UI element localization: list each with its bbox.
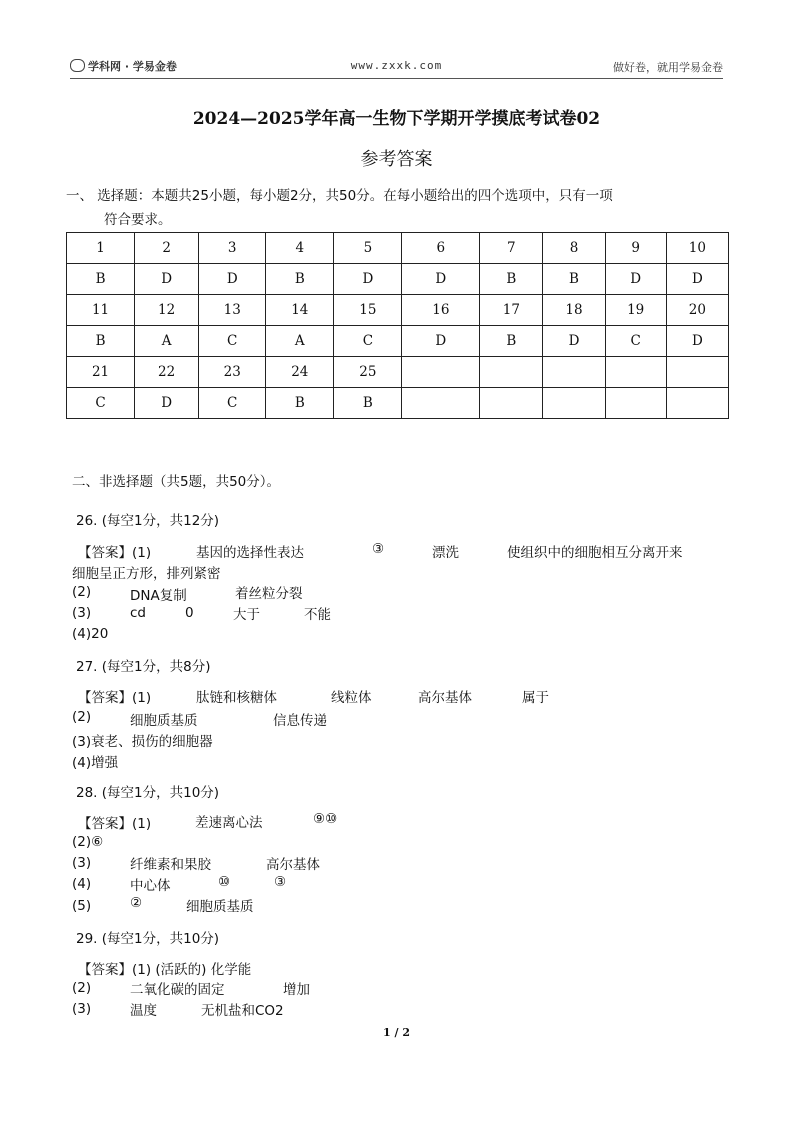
answer-cell: D bbox=[543, 326, 605, 357]
q26-answer-tag: 【答案】(1) bbox=[78, 545, 152, 561]
q29-answer-2b: 增加 bbox=[283, 982, 310, 998]
question-number-cell: 25 bbox=[334, 357, 402, 388]
question-number-cell: 21 bbox=[67, 357, 135, 388]
answer-cell: D bbox=[334, 264, 402, 295]
q28-answer-2: (2)⑥ bbox=[72, 834, 104, 850]
q28-answer-1a: 差速离心法 bbox=[195, 815, 263, 831]
q26-answer-1b: ③ bbox=[372, 541, 385, 557]
answer-cell: B bbox=[480, 264, 543, 295]
question-number-cell: 22 bbox=[135, 357, 199, 388]
q29-answer-2-num: (2) bbox=[72, 980, 92, 996]
q26-answer-1-continued: 细胞呈正方形，排列紧密 bbox=[72, 566, 221, 582]
q27-heading: 27. (每空1分，共8分) bbox=[76, 659, 211, 675]
q26-answer-3b: 0 bbox=[185, 605, 194, 621]
answer-cell: D bbox=[402, 264, 480, 295]
answer-cell: B bbox=[543, 264, 605, 295]
answer-table-row bbox=[67, 388, 729, 419]
question-number-cell: 7 bbox=[480, 233, 543, 264]
question-number-cell: 1 bbox=[67, 233, 135, 264]
q29-answer-3a: 温度 bbox=[130, 1003, 157, 1019]
question-number-cell bbox=[666, 357, 728, 388]
q26-answer-1c: 漂洗 bbox=[432, 545, 459, 561]
question-number-cell: 4 bbox=[266, 233, 334, 264]
q26-answer-2-num: (2) bbox=[72, 584, 92, 600]
q27-answer-tag: 【答案】(1) bbox=[78, 690, 152, 706]
question-number-cell: 19 bbox=[605, 295, 666, 326]
answer-cell: A bbox=[266, 326, 334, 357]
question-number-cell: 8 bbox=[543, 233, 605, 264]
q28-answer-4c: ③ bbox=[274, 874, 287, 890]
q28-answer-5a: ② bbox=[130, 895, 143, 911]
q27-answer-1c: 高尔基体 bbox=[418, 690, 472, 706]
answer-cell: B bbox=[266, 264, 334, 295]
answer-cell bbox=[480, 388, 543, 419]
document-subtitle: 参考答案 bbox=[360, 149, 433, 170]
question-number-cell: 9 bbox=[605, 233, 666, 264]
q28-answer-1b: ⑨⑩ bbox=[313, 811, 338, 827]
q28-answer-5b: 细胞质基质 bbox=[186, 899, 254, 915]
question-number-cell bbox=[605, 357, 666, 388]
question-number-cell bbox=[543, 357, 605, 388]
q27-answer-3: (3)衰老、损伤的细胞器 bbox=[72, 734, 213, 750]
answer-cell: C bbox=[67, 388, 135, 419]
answer-cell: C bbox=[199, 326, 266, 357]
answer-cell bbox=[605, 388, 666, 419]
page-header bbox=[70, 56, 723, 79]
answer-cell bbox=[543, 388, 605, 419]
q28-answer-3-num: (3) bbox=[72, 855, 92, 871]
answer-table bbox=[66, 232, 729, 419]
answer-cell bbox=[666, 388, 728, 419]
answer-table-row bbox=[67, 264, 729, 295]
q27-answer-1d: 属于 bbox=[522, 690, 549, 706]
section1-line2: 符合要求。 bbox=[104, 212, 172, 228]
q26-heading: 26. (每空1分，共12分) bbox=[76, 513, 220, 529]
page-number: 1 / 2 bbox=[383, 1026, 410, 1039]
question-number-cell: 16 bbox=[402, 295, 480, 326]
q26-answer-4: (4)20 bbox=[72, 626, 109, 642]
answer-cell: D bbox=[135, 264, 199, 295]
question-number-cell: 24 bbox=[266, 357, 334, 388]
question-number-cell: 6 bbox=[402, 233, 480, 264]
q27-answer-1b: 线粒体 bbox=[331, 690, 372, 706]
answer-table-row bbox=[67, 326, 729, 357]
answer-cell: D bbox=[199, 264, 266, 295]
answer-cell: C bbox=[334, 326, 402, 357]
q28-answer-3a: 纤维素和果胶 bbox=[130, 857, 211, 873]
q27-answer-2a: 细胞质基质 bbox=[130, 713, 198, 729]
answer-table-row bbox=[67, 357, 729, 388]
q28-answer-4b: ⑩ bbox=[218, 874, 231, 890]
q28-heading: 28. (每空1分，共10分) bbox=[76, 785, 220, 801]
q29-answer-3-num: (3) bbox=[72, 1001, 92, 1017]
q29-answer-2a: 二氧化碳的固定 bbox=[130, 982, 225, 998]
q28-answer-3b: 高尔基体 bbox=[266, 857, 320, 873]
q26-answer-3a: cd bbox=[130, 605, 146, 621]
answer-cell: D bbox=[402, 326, 480, 357]
answer-cell: B bbox=[67, 264, 135, 295]
question-number-cell: 10 bbox=[666, 233, 728, 264]
q26-answer-3c: 大于 bbox=[233, 607, 260, 623]
question-number-cell: 18 bbox=[543, 295, 605, 326]
logo-text: 学科网 · 学易金卷 bbox=[88, 60, 177, 73]
question-number-cell: 15 bbox=[334, 295, 402, 326]
question-number-cell: 11 bbox=[67, 295, 135, 326]
answer-table-row bbox=[67, 295, 729, 326]
q26-answer-1d: 使组织中的细胞相互分离开来 bbox=[507, 545, 683, 561]
answer-cell: D bbox=[605, 264, 666, 295]
q29-heading: 29. (每空1分，共10分) bbox=[76, 931, 220, 947]
q28-answer-4-num: (4) bbox=[72, 876, 92, 892]
q26-answer-1a: 基因的选择性表达 bbox=[196, 545, 304, 561]
document-title: 2024—2025学年高一生物下学期开学摸底考试卷02 bbox=[192, 109, 601, 129]
question-number-cell: 20 bbox=[666, 295, 728, 326]
question-number-cell bbox=[480, 357, 543, 388]
question-number-cell: 14 bbox=[266, 295, 334, 326]
question-number-cell: 12 bbox=[135, 295, 199, 326]
answer-cell: B bbox=[480, 326, 543, 357]
q26-answer-2b: 着丝粒分裂 bbox=[235, 586, 303, 602]
question-number-cell: 23 bbox=[199, 357, 266, 388]
slogan: 做好卷，就用学易金卷 bbox=[613, 61, 723, 74]
q27-answer-1a: 肽链和核糖体 bbox=[196, 690, 277, 706]
answer-cell: B bbox=[266, 388, 334, 419]
q26-answer-2a: DNA复制 bbox=[130, 588, 187, 604]
q29-answer-1: 【答案】(1) (活跃的) 化学能 bbox=[78, 962, 252, 978]
answer-cell: B bbox=[67, 326, 135, 357]
q26-answer-3d: 不能 bbox=[304, 607, 331, 623]
site-url: www.zxxk.com bbox=[350, 59, 443, 72]
q28-answer-tag: 【答案】(1) bbox=[78, 816, 152, 832]
question-number-cell: 2 bbox=[135, 233, 199, 264]
answer-cell: D bbox=[666, 264, 728, 295]
answer-table-row bbox=[67, 233, 729, 264]
q27-answer-2b: 信息传递 bbox=[273, 713, 327, 729]
question-number-cell: 5 bbox=[334, 233, 402, 264]
q26-answer-3-num: (3) bbox=[72, 605, 92, 621]
question-number-cell: 17 bbox=[480, 295, 543, 326]
answer-cell: D bbox=[666, 326, 728, 357]
q28-answer-5-num: (5) bbox=[72, 898, 92, 914]
answer-cell: A bbox=[135, 326, 199, 357]
q27-answer-2-num: (2) bbox=[72, 709, 92, 725]
question-number-cell: 3 bbox=[199, 233, 266, 264]
question-number-cell bbox=[402, 357, 480, 388]
q27-answer-4: (4)增强 bbox=[72, 755, 119, 771]
answer-cell: C bbox=[605, 326, 666, 357]
q29-answer-3b: 无机盐和CO2 bbox=[201, 1003, 284, 1019]
section2-heading: 二、非选择题（共5题，共50分）。 bbox=[72, 474, 281, 490]
question-number-cell: 13 bbox=[199, 295, 266, 326]
answer-cell bbox=[402, 388, 480, 419]
answer-cell: B bbox=[334, 388, 402, 419]
section1-line1: 一、 选择题：本题共25小题，每小题2分，共50分。在每小题给出的四个选项中，只有一项 bbox=[66, 188, 613, 204]
q28-answer-4a: 中心体 bbox=[130, 878, 171, 894]
answer-cell: C bbox=[199, 388, 266, 419]
answer-cell: D bbox=[135, 388, 199, 419]
